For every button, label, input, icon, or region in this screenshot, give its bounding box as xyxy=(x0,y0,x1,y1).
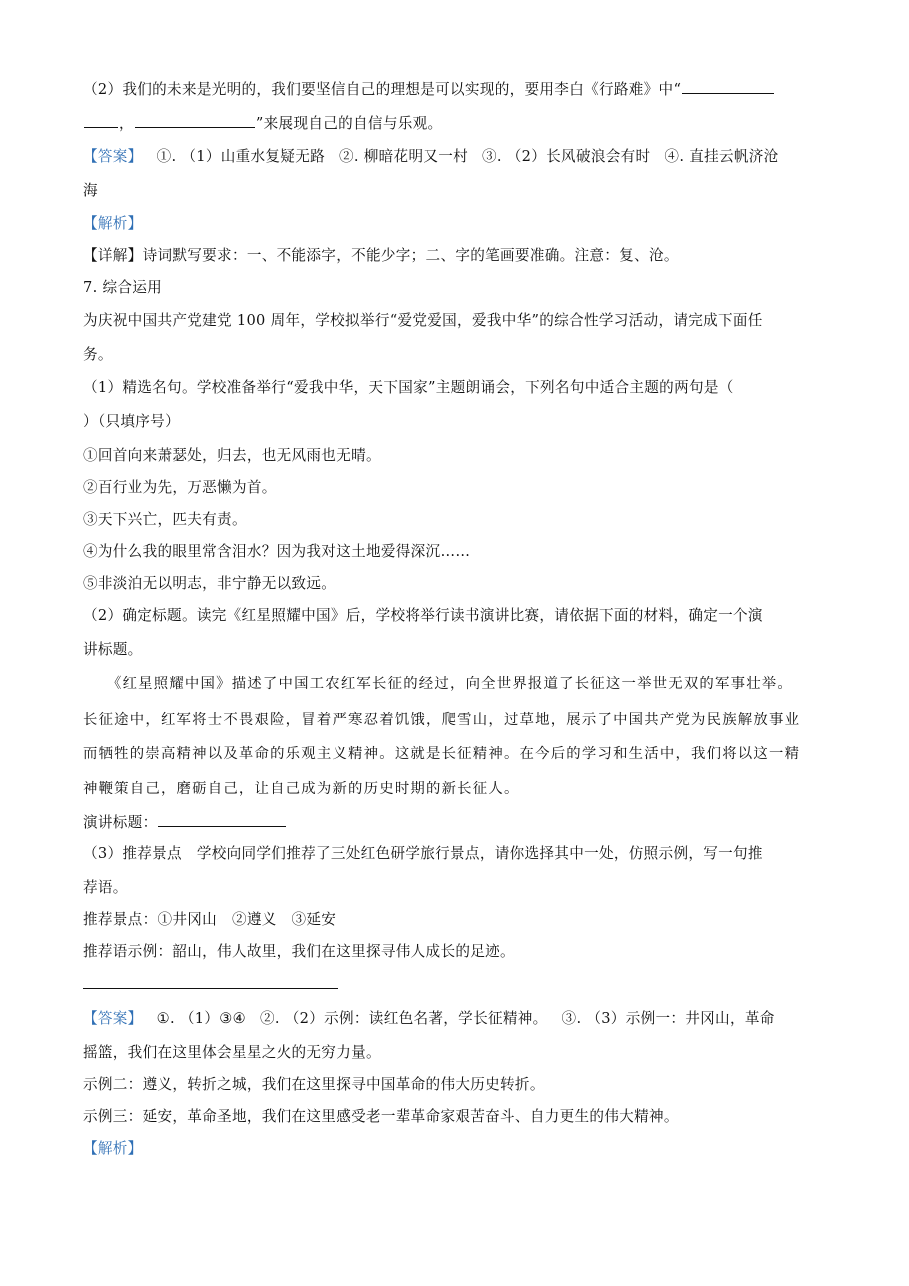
separator-rule xyxy=(83,988,338,989)
q7-part1-line-1: （1）精选名句。学校准备举行“爱我中华，天下国家”主题朗诵会，下列名句中适合主题的两句是（ xyxy=(83,379,734,396)
answer-7-example-3: 示例三：延安，革命圣地，我们在这里感受老一辈革命家艰苦奋斗、自力更生的伟大精神。 xyxy=(83,1108,679,1125)
answer-label: 【答案】 xyxy=(83,148,143,165)
q7-part3-line-2: 荐语。 xyxy=(83,879,128,896)
q7-part1-line-2: ）（只填序号） xyxy=(83,413,180,430)
option-2: ②百行业为先，万恶懒为首。 xyxy=(83,479,277,496)
speech-title-line: 演讲标题： xyxy=(83,812,287,833)
passage-line-4: 神鞭策自己，磨砺自己，让自己成为新的历史时期的新长征人。 xyxy=(83,781,520,797)
answer-blank-1-cont xyxy=(84,113,118,128)
q7-part2-line-1: （2）确定标题。读完《红星照耀中国》后，学校将举行读书演讲比赛，请依据下面的材料，确定一个演 xyxy=(83,607,763,624)
passage-line-1: 《红星照耀中国》描述了中国工农红军长征的经过，向全世界报道了长征这一举世无双的军事壮举。 xyxy=(83,676,793,692)
detail-explanation: 【详解】诗词默写要求：一、不能添字，不能少字；二、字的笔画要准确。注意：复、沧。 xyxy=(83,247,679,264)
option-5: ⑤非淡泊无以明志，非宁静无以致远。 xyxy=(83,575,337,592)
answer-blank-2 xyxy=(135,113,255,128)
recommendation-example: 推荐语示例：韶山，伟人故里，我们在这里探寻伟人成长的足迹。 xyxy=(83,943,515,960)
answer-7-line-1: 【答案】 ①. （1）③④ ②. （2）示例：读红色名著，学长征精神。 ③. （3）示例一：井冈山，革命 xyxy=(83,1010,775,1027)
answer-7-example-2: 示例二：遵义，转折之城，我们在这里探寻中国革命的伟大历史转折。 xyxy=(83,1076,545,1093)
question-7-title: 7. 综合运用 xyxy=(83,279,163,296)
speech-title-blank xyxy=(158,812,286,827)
recommended-spots: 推荐景点：①井冈山 ②遵义 ③延安 xyxy=(83,911,337,928)
answer-6-line-1: 【答案】 ①. （1）山重水复疑无路 ②. 柳暗花明又一村 ③. （2）长风破浪会有时 ④. 直挂云帆济沧 xyxy=(83,148,779,165)
answer-label: 【答案】 xyxy=(83,1010,143,1027)
answer-blank-1 xyxy=(682,79,774,94)
passage-line-3: 而牺牲的崇高精神以及革命的乐观主义精神。这就是长征精神。在今后的学习和生活中，我们将以这一精 xyxy=(83,746,801,762)
q7-intro-2: 务。 xyxy=(83,346,113,363)
q2-line-1: （2）我们的未来是光明的，我们要坚信自己的理想是可以实现的，要用李白《行路难》中“ xyxy=(83,79,775,100)
option-1: ①回首向来萧瑟处，归去，也无风雨也无晴。 xyxy=(83,447,381,464)
q7-part2-line-2: 讲标题。 xyxy=(83,641,143,658)
q2-line-2: ， ”来展现自己的自信与乐观。 xyxy=(83,113,442,134)
answer-6-line-2: 海 xyxy=(83,182,98,199)
passage-line-2: 长征途中，红军将士不畏艰险，冒着严寒忍着饥饿，爬雪山，过草地，展示了中国共产党为民族解放事业 xyxy=(83,712,801,728)
analysis-label-2: 【解析】 xyxy=(83,1140,143,1157)
q7-intro-1: 为庆祝中国共产党建党 100 周年，学校拟举行“爱党爱国，爱我中华”的综合性学习活动，请完成下面任 xyxy=(83,312,763,329)
option-3: ③天下兴亡，匹夫有责。 xyxy=(83,511,247,528)
q7-part3-line-1: （3）推荐景点 学校向同学们推荐了三处红色研学旅行景点，请你选择其中一处，仿照示例，写一句推 xyxy=(83,845,763,862)
option-4: ④为什么我的眼里常含泪水？因为我对这土地爱得深沉…… xyxy=(83,543,471,560)
analysis-label: 【解析】 xyxy=(83,215,143,232)
answer-7-line-2: 摇篮，我们在这里体会星星之火的无穷力量。 xyxy=(83,1044,381,1061)
